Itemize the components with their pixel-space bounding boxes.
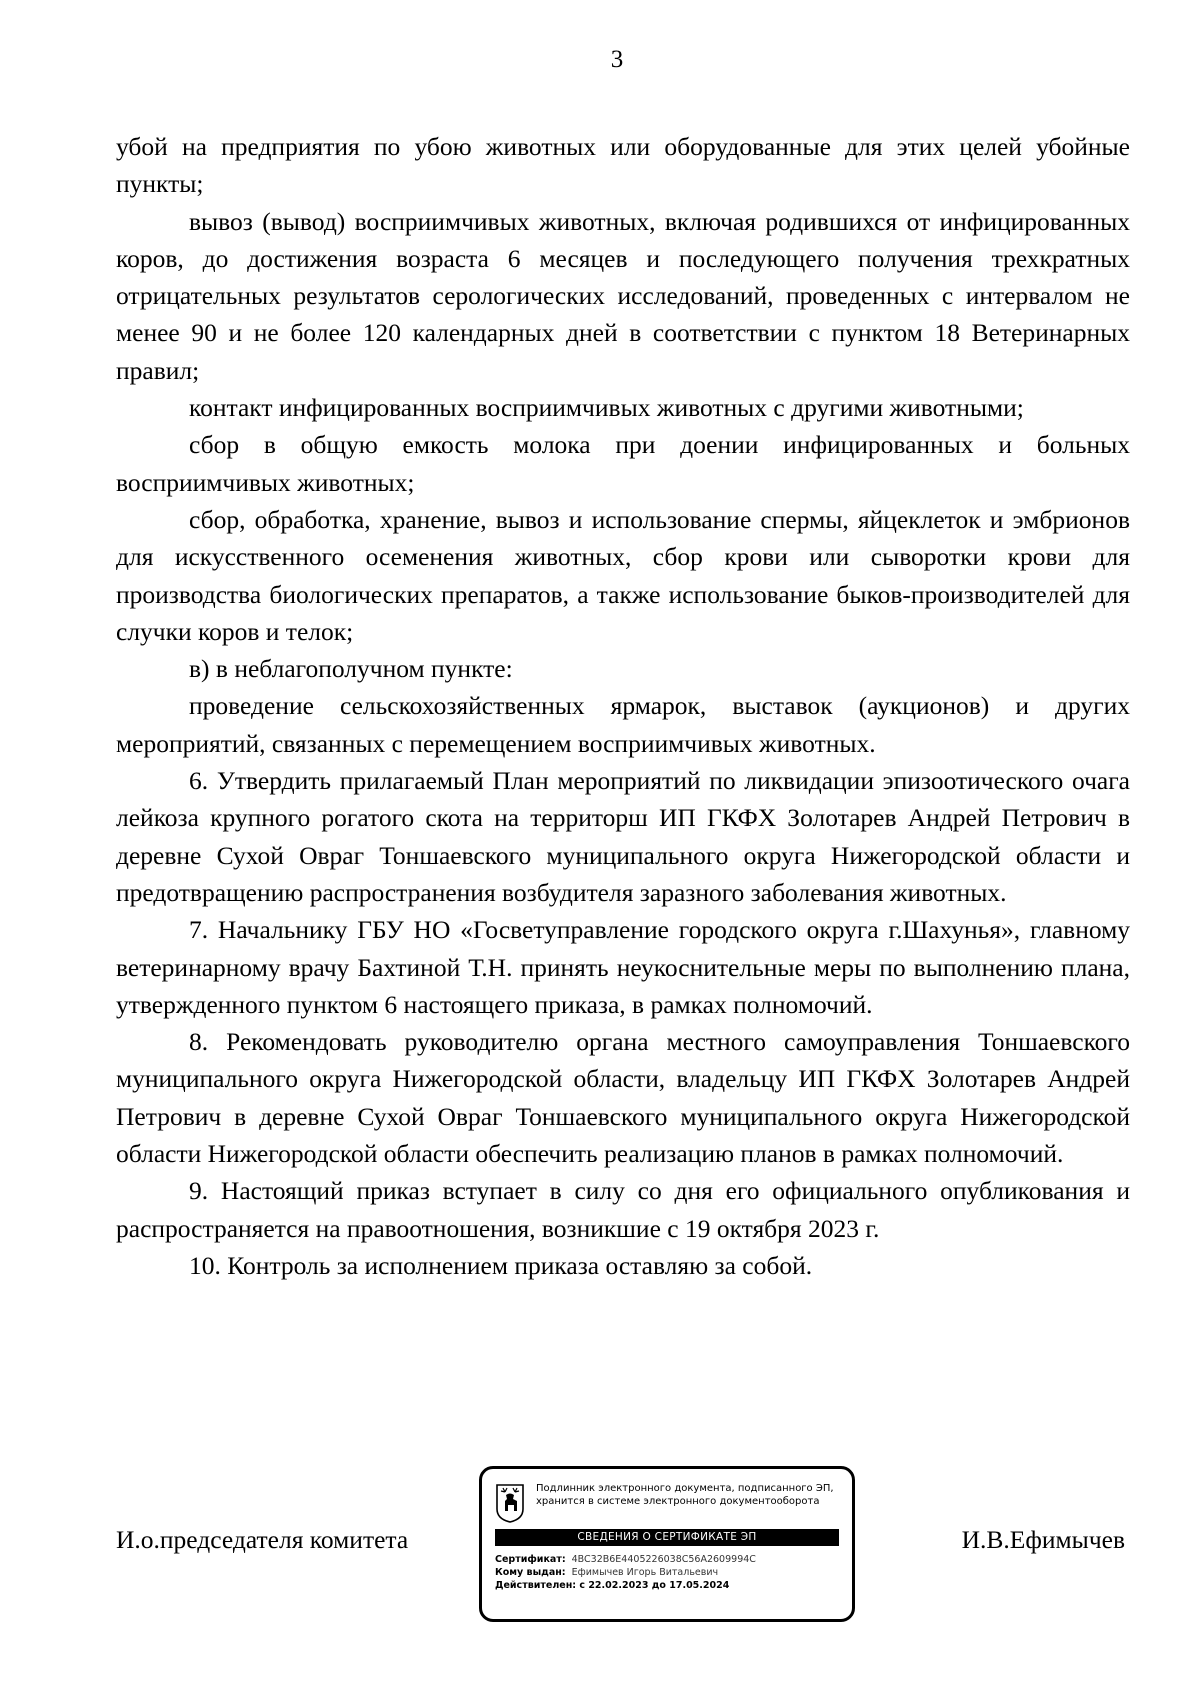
signatory-name: И.В.Ефимычев <box>961 1525 1125 1554</box>
stamp-details <box>495 1553 845 1592</box>
body-paragraph: 9. Настоящий приказ вступает в силу со дня его официального опубликования и распространяется на правоотношения, возникшие с 19 октября 2023 г. <box>116 1176 1130 1243</box>
body-paragraph: 6. Утвердить прилагаемый План мероприятий по ликвидации эпизоотического очага лейкоза крупного рогатого скота на территорш ИП ГКФХ Золотарев Андрей Петрович в деревне Сухой Овраг Тоншаевского муниципального округа Нижегородской области и предотвращению распространения возбудителя заразного заболевания животных. <box>116 766 1130 907</box>
body-paragraph: 10. Контроль за исполнением приказа оставляю за собой. <box>189 1250 813 1280</box>
document-body <box>116 128 1130 1284</box>
issued-to-value: Ефимычев Игорь Витальевич <box>571 1567 719 1578</box>
body-paragraph: 7. Начальнику ГБУ НО «Госветуправление городского округа г.Шахунья», главному ветеринарному врачу Бахтиной Т.Н. принять неукоснительные меры по выполнению плана, утвержденного пунктом 6 настоящего приказа, в рамках полномочий. <box>116 915 1130 1019</box>
body-paragraph: сбор, обработка, хранение, вывоз и использование спермы, яйцеклеток и эмбрионов для искусственного осеменения животных, сбор крови или сыворотки крови для производства биологических препаратов, а также использование быков-производителей для случки коров и телок; <box>116 504 1130 646</box>
signatory-position: И.о.председателя комитета <box>116 1525 409 1554</box>
body-paragraph: в) в неблагополучном пункте: <box>189 654 513 684</box>
body-paragraph: убой на предприятия по убою животных или оборудованные для этих целей убойные пункты; <box>116 132 1130 199</box>
stamp-certificate-title: СВЕДЕНИЯ О СЕРТИФИКАТЕ ЭП <box>495 1529 839 1546</box>
page-number: 3 <box>610 46 624 73</box>
deer-coat-of-arms-icon <box>495 1483 525 1523</box>
body-paragraph: контакт инфицированных восприимчивых животных с другими животными; <box>189 393 1024 423</box>
issued-to-label: Кому выдан: <box>495 1567 566 1578</box>
valid-period: Действителен: с 22.02.2023 до 17.05.2024 <box>495 1580 730 1591</box>
stamp-valid-row <box>495 1579 845 1592</box>
certificate-value: 4BC32B6E4405226038C56A2609994C <box>571 1554 756 1565</box>
stamp-header-text: Подлинник электронного документа, подписанного ЭП, хранится в системе электронного документооборота <box>536 1483 834 1507</box>
body-paragraph: вывоз (вывод) восприимчивых животных, включая родившихся от инфицированных коров, до достижения возраста 6 месяцев и последующего получения трехкратных отрицательных результатов серологических исследований, проведенных с интервалом не менее 90 и не более 120 календарных дней в соответствии с пунктом 18 Ветеринарных правил; <box>116 206 1130 385</box>
electronic-signature-stamp <box>479 1466 855 1622</box>
stamp-certificate-row <box>495 1553 845 1566</box>
certificate-label: Сертификат: <box>495 1554 566 1565</box>
body-paragraph: сбор в общую емкость молока при доении инфицированных и больных восприимчивых животных; <box>116 430 1130 497</box>
body-paragraph: проведение сельскохозяйственных ярмарок, выставок (аукционов) и других мероприятий, связанных с перемещением восприимчивых животных. <box>116 691 1130 758</box>
stamp-issued-to-row <box>495 1566 845 1579</box>
body-paragraph: 8. Рекомендовать руководителю органа местного самоуправления Тоншаевского муниципального округа Нижегородской области, владельцу ИП ГКФХ Золотарев Андрей Петрович в деревне Сухой Овраг Тоншаевского муниципального округа Нижегородской области Нижегородской области обеспечить реализацию планов в рамках полномочий. <box>116 1027 1130 1169</box>
